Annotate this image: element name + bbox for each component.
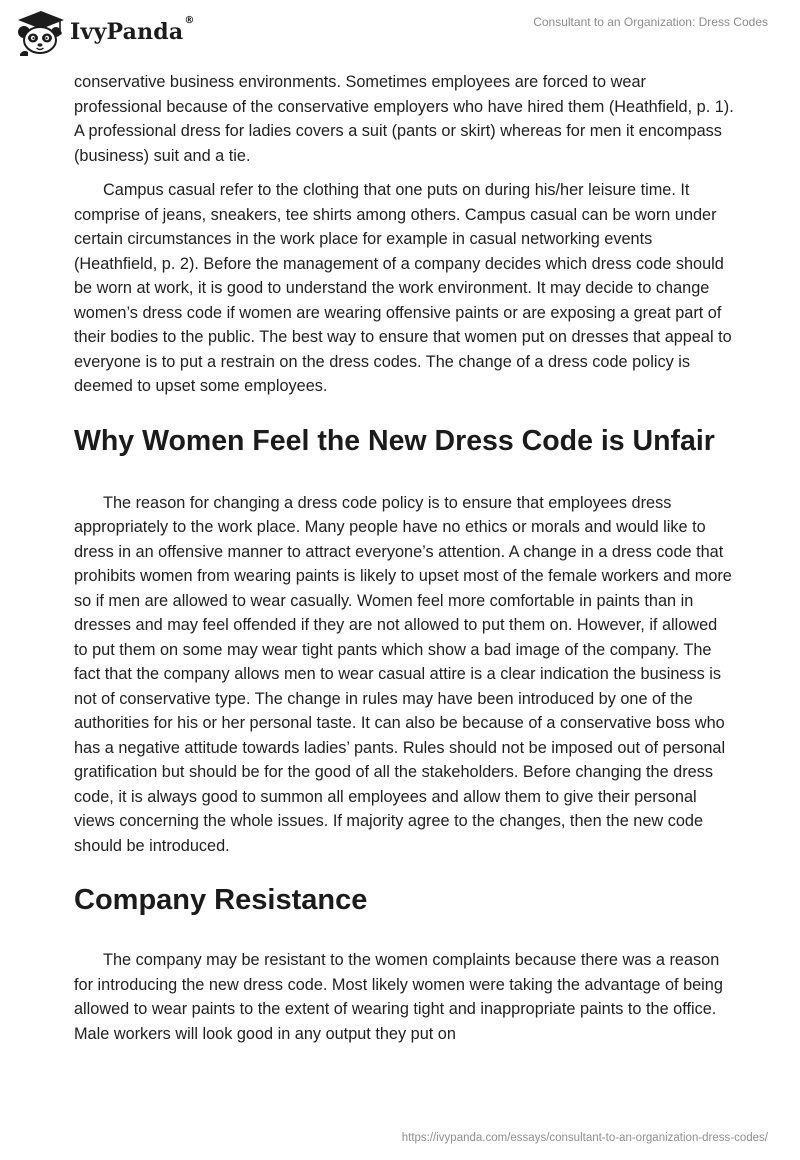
- article-paragraph: conservative business environments. Sometimes employees are forced to wear professional because of the conservative employers who have hired them (Heathfield, p. 1). A professional dress for ladies covers a suit (pants or skirt) whereas for men it encompass (business) suit and a tie.: [74, 73, 734, 165]
- source-url[interactable]: https://ivypanda.com/essays/consultant-to-an-organization-dress-codes/: [401, 1132, 768, 1144]
- brand-logo[interactable]: [14, 8, 195, 56]
- document-title: Consultant to an Organization: Dress Codes: [533, 15, 768, 29]
- article-body: [74, 70, 734, 1046]
- article-paragraph: The company may be resistant to the women complaints because there was a reason for introducing the new dress code. Most likely women were taking the advantage of being allowed to wear paints to the extent of wearing tight and inappropriate paints to the office. Male workers will look good in any output they put on: [74, 951, 723, 1043]
- article-paragraph: The reason for changing a dress code policy is to ensure that employees dress appropriately to the work place. Many people have no ethics or morals and would like to dress in an offensive manner to attract everyone’s attention. A change in a dress code that prohibits women from wearing paints is likely to upset most of the female workers and more so if men are allowed to wear casually. Women feel more comfortable in paints than in dresses and may feel offended if they are not allowed to put them on. However, if allowed to put them on some may wear tight pants which show a bad image of the company. The fact that the company allows men to wear casual attire is a clear indication the business is not of conservative type. The change in rules may have been introduced by one of the authorities for his or her personal taste. It can also be because of a conservative boss who has a negative attitude towards ladies’ pants. Rules should not be imposed out of personal gratification but should be for the good of all the stakeholders. Before changing the dress code, it is always good to summon all employees and allow them to give their personal views concerning the whole issues. If majority agree to the changes, then the new code should be introduced.: [74, 493, 732, 855]
- article-paragraph: Campus casual refer to the clothing that one puts on during his/her leisure time. It comprise of jeans, sneakers, tee shirts among others. Campus casual can be worn under certain circumstances in the work place for example in casual networking events (Heathfield, p. 2). Before the management of a company decides which dress code should be worn at work, it is good to understand the work environment. It may decide to change women’s dress code if women are wearing offensive paints or are exposing a great part of their bodies to the public. The best way to ensure that women put on dresses that appeal to everyone is to put a restrain on the dress codes. The change of a dress code policy is deemed to upset some employees.: [74, 181, 732, 395]
- registered-mark: ®: [184, 15, 195, 26]
- brand-name: IvyPanda®: [70, 15, 195, 45]
- section-heading-why-women-feel-unfair: Why Women Feel the New Dress Code is Unfair: [74, 424, 715, 457]
- section-heading-company-resistance: Company Resistance: [74, 884, 368, 916]
- page-header: [0, 0, 800, 64]
- panda-graduation-cap-icon: [14, 8, 66, 56]
